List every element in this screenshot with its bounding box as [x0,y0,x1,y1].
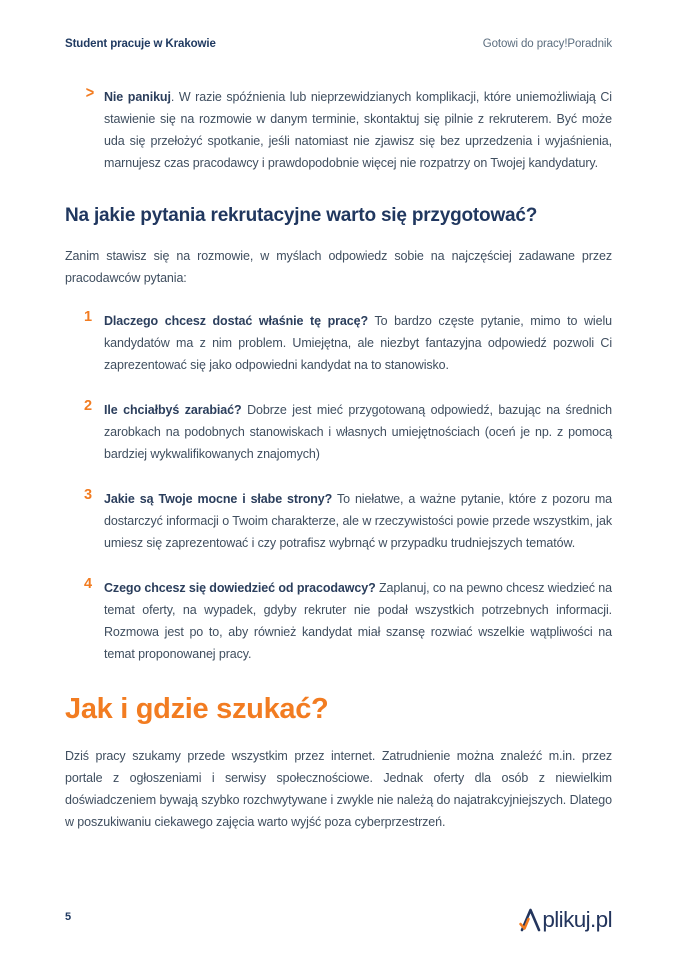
question-number: 3 [84,487,93,503]
question-lead: Jakie są Twoje mocne i słabe strony? [104,492,333,506]
question-text: To niełatwe, a ważne pytanie, które z pozoru ma dostarczyć informacji o Twoim charakterze, ale w rzeczywistości powie przede wszystkim, jak umiesz się zaprezentować i czy potrafisz wybrnąć w przypadku trudniejszych tematów. [104,492,612,550]
question-lead: Czego chcesz się dowiedzieć od pracodawcy? [104,581,376,595]
page-header [65,37,612,51]
closing-paragraph: Dziś pracy szukamy przede wszystkim przez internet. Zatrudnienie można znaleźć m.in. przez portale z ogłoszeniami i serwisy społecznościowe. Jednak oferty dla osób z niewielkim doświadczeniem bywają szybko rozchwytywane i zwykle nie należą do najatrakcyjniejszych. Dlatego w poszukiwaniu ciekawego zajęcia warto wyjść poza cyberprzestrzeń. [65,749,612,829]
question-number: 4 [84,576,93,592]
chevron-right-icon: > [85,83,95,102]
tip-lead: Nie panikuj [104,90,171,104]
tip-item [65,83,612,174]
page-number: 5 [65,911,72,923]
page-footer [65,902,612,932]
logo-letter-a-icon [519,907,541,932]
section-heading: Na jakie pytania rekrutacyjne warto się przygotować? [65,205,538,226]
intro-paragraph: Zanim stawisz się na rozmowie, w myślach odpowiedz sobie na najczęściej zadawane przez pracodawców pytania: [65,249,612,285]
question-text: Zaplanuj, co na pewno chcesz wiedzieć na temat oferty, na wypadek, gdyby rekruter nie podał wszystkich potrzebnych informacji. Rozmowa jest po to, aby również kandydat miał szansę rozwiać wszelkie wątpliwości na temat proponowanej pracy. [104,581,612,661]
question-text: To bardzo częste pytanie, mimo to wielu kandydatów ma z nim problem. Umiejętna, ale niezbyt fantazyjna odpowiedź pozwoli Ci zaprezentować się jako odpowiedni kandydat na to stanowisko. [104,314,612,372]
question-paragraph [104,577,612,665]
tip-paragraph [104,86,612,174]
question-paragraph [104,399,612,465]
header-section-title: Gotowi do pracy!Poradnik [482,38,612,50]
logo-text: plikuj.pl [542,907,612,932]
header-booklet-title: Student pracuje w Krakowie [65,38,216,50]
tip-text: . W razie spóźnienia lub nieprzewidzianych komplikacji, które uniemożliwiają Ci stawienie się na rozmowie w danym terminie, skontaktuj się pilnie z rekruterem. Być może uda się przełożyć spotkanie, jeśli natomiast nie zjawisz się bez uprzedzenia i wyjaśnienia, marnujesz czas pracodawcy i prawdopodobnie więcej nie rozpatrzy on Twojej kandydatury. [104,90,612,170]
main-heading: Jak i gdzie szukać? [65,693,329,725]
question-number: 1 [84,309,93,325]
question-paragraph [104,310,612,376]
questions-list [65,310,612,665]
question-item-3 [65,488,612,554]
question-item-2 [65,399,612,465]
question-paragraph [104,488,612,554]
question-number: 2 [84,398,93,414]
question-item-1 [65,310,612,376]
question-lead: Ile chciałbyś zarabiać? [104,403,242,417]
aplikuj-logo [519,907,612,932]
question-lead: Dlaczego chcesz dostać właśnie tę pracę? [104,314,368,328]
question-item-4 [65,577,612,665]
question-text: Dobrze jest mieć przygotowaną odpowiedź, bazując na średnich zarobkach na podobnych stanowiskach i własnych umiejętnościach (oceń je np. z pomocą bardziej wykwalifikowanych znajomych) [104,403,613,461]
